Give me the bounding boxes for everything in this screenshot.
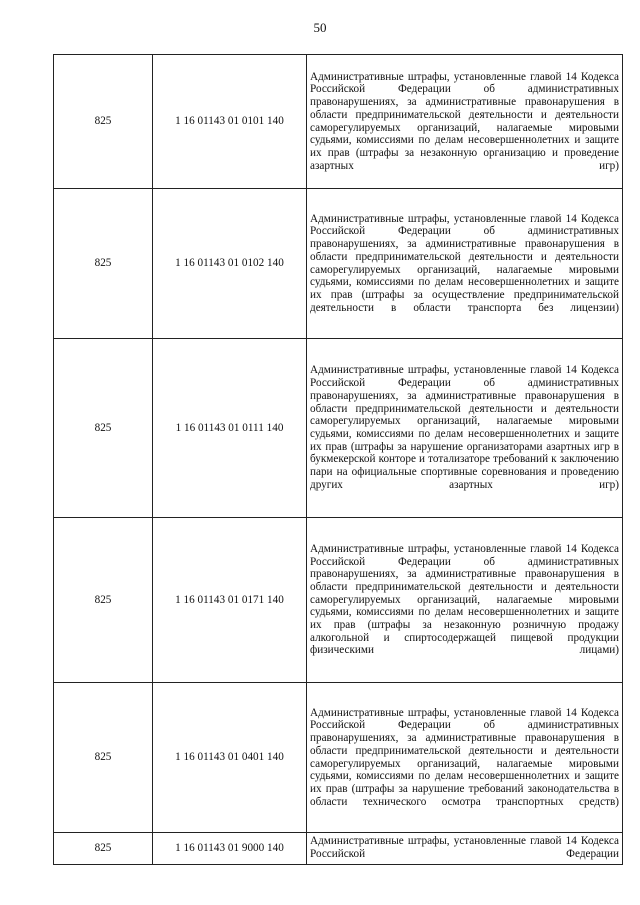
administrator-code-cell: 825 [54,339,153,518]
administrator-code-cell: 825 [54,683,153,833]
administrator-code-cell: 825 [54,833,153,865]
budget-classification-code-cell: 1 16 01143 01 0401 140 [153,683,307,833]
description-cell [307,518,623,683]
administrator-code-cell: 825 [54,55,153,189]
budget-classification-code-cell: 1 16 01143 01 0111 140 [153,339,307,518]
administrator-code-cell: 825 [54,518,153,683]
description-cell [307,833,623,865]
budget-classification-code-cell: 1 16 01143 01 0102 140 [153,189,307,339]
budget-classification-code-cell: 1 16 01143 01 0171 140 [153,518,307,683]
description-text: Административные штрафы, установленные главой 14 Кодекса Российской Федерации об административных правонарушениях, за административные правонарушения в области предпринимательской деятельности и деятельности саморегулируемых организаций, налагаемые мировыми судьями, комиссиями по делам несовершеннолетних и защите их прав (штрафы за незаконную розничную продажу алкогольной и спиртосодержащей пищевой продукции физическими лицами) [310,542,619,657]
description-text: Административные штрафы, установленные главой 14 Кодекса Российской Федерации об административных правонарушениях, за административные правонарушения в области предпринимательской деятельности и деятельности саморегулируемых организаций, налагаемые мировыми судьями, комиссиями по делам несовершеннолетних и защите их прав (штрафы за нарушение требований законодательства в области технического осмотра транспортных средств) [310,706,619,808]
description-cell [307,189,623,339]
table-row [54,55,623,189]
description-cell [307,683,623,833]
table-row [54,518,623,683]
table-row [54,189,623,339]
description-text: Административные штрафы, установленные главой 14 Кодекса Российской Федерации об административных правонарушениях, за административные правонарушения в области предпринимательской деятельности и деятельности саморегулируемых организаций, налагаемые мировыми судьями, комиссиями по делам несовершеннолетних и защите их прав (штрафы за осуществление предпринимательской деятельности в области транспорта без лицензии) [310,212,619,314]
budget-code-table [53,54,623,865]
table-row [54,833,623,865]
description-text: Административные штрафы, установленные главой 14 Кодекса Российской Федерации [310,835,619,860]
administrator-code-cell: 825 [54,189,153,339]
description-cell [307,339,623,518]
budget-classification-code-cell: 1 16 01143 01 9000 140 [153,833,307,865]
description-cell [307,55,623,189]
description-text: Административные штрафы, установленные главой 14 Кодекса Российской Федерации об административных правонарушениях, за административные правонарушения в области предпринимательской деятельности и деятельности саморегулируемых организаций, налагаемые мировыми судьями, комиссиями по делам несовершеннолетних и защите их прав (штрафы за незаконную организацию и проведение азартных игр) [310,70,619,172]
table-row [54,683,623,833]
description-text: Административные штрафы, установленные главой 14 Кодекса Российской Федерации об административных правонарушениях, за административные правонарушения в области предпринимательской деятельности и деятельности саморегулируемых организаций, налагаемые мировыми судьями, комиссиями по делам несовершеннолетних и защите их прав (штрафы за нарушение организаторами азартных игр в букмекерской конторе и тотализаторе требований к заключению пари на официальные спортивные соревнования и проведению других азартных игр) [310,364,619,491]
page-number: 50 [313,20,327,35]
table-row [54,339,623,518]
budget-classification-code-cell: 1 16 01143 01 0101 140 [153,55,307,189]
